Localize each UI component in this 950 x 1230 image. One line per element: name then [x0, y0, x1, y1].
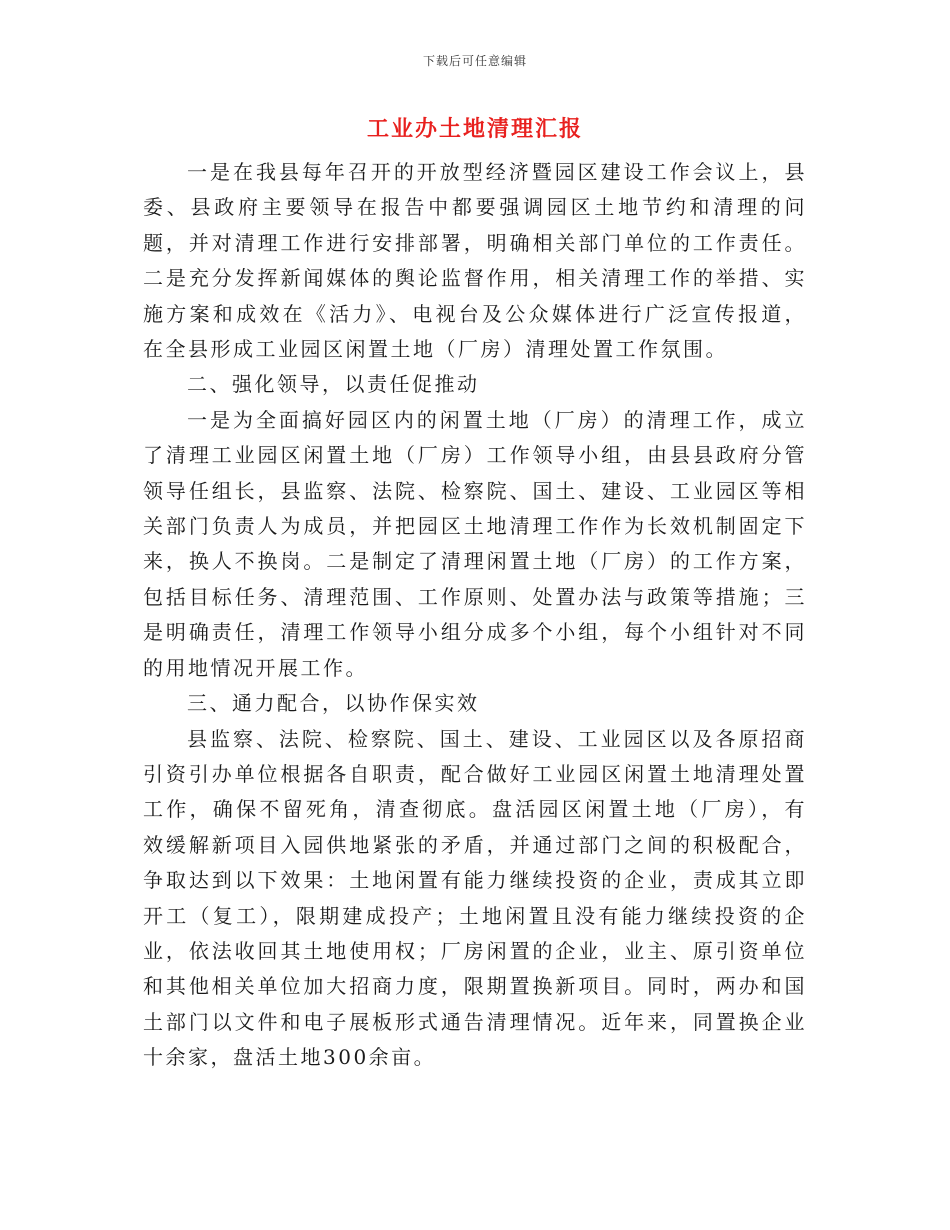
section-heading-leadership: 二、强化领导，以责任促推动 [187, 372, 480, 397]
section-heading-cooperation: 三、通力配合，以协作保实效 [187, 691, 480, 716]
page-header-note: 下载后可任意编辑 [422, 54, 527, 68]
paragraph-cooperation: 县监察、法院、检察院、国土、建设、工业园区以及各原招商引资引办单位根据各自职责，配合做好工业园区闲置土地清理处置工作，确保不留死角，清查彻底。盘活园区闲置土地（厂房），有效缓解新项目入园供地紧张的矛盾，并通过部门之间的积极配合，争取达到以下效果：土地闲置有能力继续投资的企业，责成其立即开工（复工），限期建成投产；土地闲置且没有能力继续投资的企业，依法收回其土地使用权；厂房闲置的企业，业主、原引资单位和其他相关单位加大招商力度，限期置换新项目。同时，两办和国土部门以文件和电子展板形式通告清理情况。近年来，同置换企业十余家，盘活土地300余亩。 [143, 726, 807, 1070]
document-title: 工业办土地清理汇报 [366, 116, 583, 142]
paragraph-leadership: 一是为全面搞好园区内的闲置土地（厂房）的清理工作，成立了清理工业园区闲置土地（厂房）工作领导小组，由县县政府分管领导任组长，县监察、法院、检察院、国土、建设、工业园区等相关部门负责人为成员，并把园区土地清理工作作为长效机制固定下来，换人不换岗。二是制定了清理闲置土地（厂房）的工作方案，包括目标任务、清理范围、工作原则、处置办法与政策等措施；三是明确责任，清理工作领导小组分成多个小组，每个小组针对不同的用地情况开展工作。 [143, 407, 807, 680]
paragraph-publicity: 一是在我县每年召开的开放型经济暨园区建设工作会议上，县委、县政府主要领导在报告中都要强调园区土地节约和清理的问题，并对清理工作进行安排部署，明确相关部门单位的工作责任。二是充分发挥新闻媒体的舆论监督作用，相关清理工作的举措、实施方案和成效在《活力》、电视台及公众媒体进行广泛宣传报道，在全县形成工业园区闲置土地（厂房）清理处置工作氛围。 [143, 160, 807, 362]
document-body [143, 155, 807, 1076]
